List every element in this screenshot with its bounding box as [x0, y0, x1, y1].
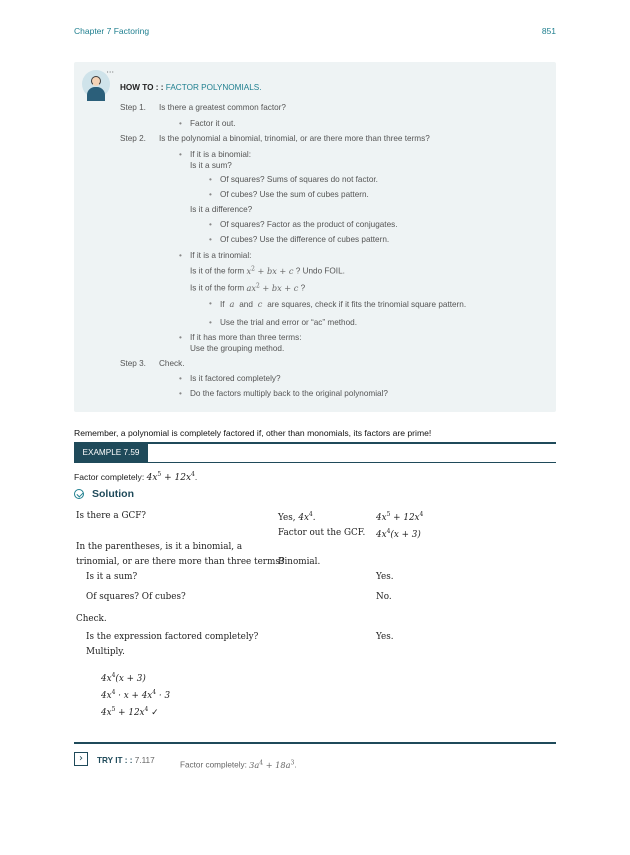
multiply-label: Multiply.: [86, 647, 125, 657]
solution-check-icon: [74, 489, 84, 499]
factor-gcf-step: Factor out the GCF.: [278, 528, 366, 538]
expr-original: $4x^5 + 12x^4$: [376, 511, 424, 523]
is-difference: Is it a difference?: [190, 205, 253, 214]
diff-squares: • Of squares? Factor as the product of conjugates.: [220, 220, 398, 229]
check-line-2: $4x^4 \cdot x + 4x^4 \cdot 3$: [101, 689, 171, 701]
step-2-text: Is the polynomial a binomial, trinomial, or are there more than three terms?: [159, 134, 430, 143]
expr-factored: $4x^4(x + 3)$: [376, 528, 421, 540]
teacher-avatar-icon: ···: [82, 70, 110, 98]
howto-box: [74, 62, 556, 412]
trinomial-square-check: • If a and c are squares, check if it fits the trinomial square pattern.: [220, 299, 466, 309]
binomial-bullet: • If it is a binomial:: [190, 150, 251, 159]
squares-cubes-question: Of squares? Of cubes?: [86, 592, 186, 602]
step-3-label: Step 3.: [120, 359, 146, 368]
sum-question: Is it a sum?: [86, 572, 138, 582]
tryit-prompt: Factor completely: $3a^4 + 18a^3$.: [180, 759, 297, 770]
multiply-back: • Do the factors multiply back to the original polynomial?: [190, 389, 388, 398]
step-1-bullet: • Factor it out.: [190, 119, 236, 128]
gcf-question: Is there a GCF?: [76, 511, 147, 521]
sum-answer: Yes.: [376, 572, 394, 582]
grouping-method: Use the grouping method.: [190, 344, 285, 353]
chapter-header: Chapter 7 Factoring: [74, 26, 150, 36]
tryit-rule: [74, 742, 556, 744]
complete-question: Is the expression factored completely?: [86, 632, 259, 642]
howto-title: HOW TO : : FACTOR POLYNOMIALS.: [120, 83, 262, 92]
is-sum: Is it a sum?: [190, 161, 232, 170]
trial-error: • Use the trial and error or “ac” method.: [220, 318, 357, 327]
check-line-3: $4x^5 + 12x^4$ ✓: [101, 706, 159, 718]
more-terms-bullet: • If it has more than three terms:: [190, 333, 302, 342]
page-number: 851: [541, 26, 556, 36]
step-1-label: Step 1.: [120, 103, 146, 112]
sum-cubes: • Of cubes? Use the sum of cubes pattern.: [220, 190, 369, 199]
checkmark: ✓: [151, 707, 159, 718]
step-1-text: Is there a greatest common factor?: [159, 103, 286, 112]
binomial-answer: Binomial.: [278, 557, 321, 567]
sum-squares: • Of squares? Sums of squares do not factor.: [220, 175, 378, 184]
trinomial-form-1: Is it of the form $x^2$ + bx + c ? Undo FOIL.: [190, 265, 345, 276]
binomial-question-1: In the parentheses, is it a binomial, a: [76, 542, 243, 552]
complete-answer: Yes.: [376, 632, 394, 642]
gcf-answer: Yes, $4x^4$.: [278, 511, 316, 523]
binomial-question-2: trinomial, or are there more than three terms?: [76, 557, 285, 567]
solution-title: Solution: [92, 488, 134, 500]
example-tag: EXAMPLE 7.59: [74, 444, 148, 462]
trinomial-form-2: Is it of the form $ax^2$ + bx + c ?: [190, 282, 306, 293]
check-label: Check.: [76, 614, 107, 624]
diff-cubes: • Of cubes? Use the difference of cubes pattern.: [220, 235, 389, 244]
step-2-label: Step 2.: [120, 134, 146, 143]
tryit-label: TRY IT : : 7.117: [97, 756, 155, 765]
example-rule-thin: [74, 462, 556, 463]
remember-note: Remember, a polynomial is completely factored if, other than monomials, its factors are prime!: [74, 428, 432, 438]
check-line-1: $4x^4(x + 3)$: [101, 672, 146, 684]
squares-cubes-answer: No.: [376, 592, 392, 602]
example-prompt: Factor completely: $4x^5 + 12x^4$.: [74, 471, 198, 483]
step-3-text: Check.: [159, 359, 185, 368]
trinomial-bullet: • If it is a trinomial:: [190, 251, 251, 260]
chevron-right-icon[interactable]: ›: [74, 752, 88, 766]
factored-completely: • Is it factored completely?: [190, 374, 281, 383]
